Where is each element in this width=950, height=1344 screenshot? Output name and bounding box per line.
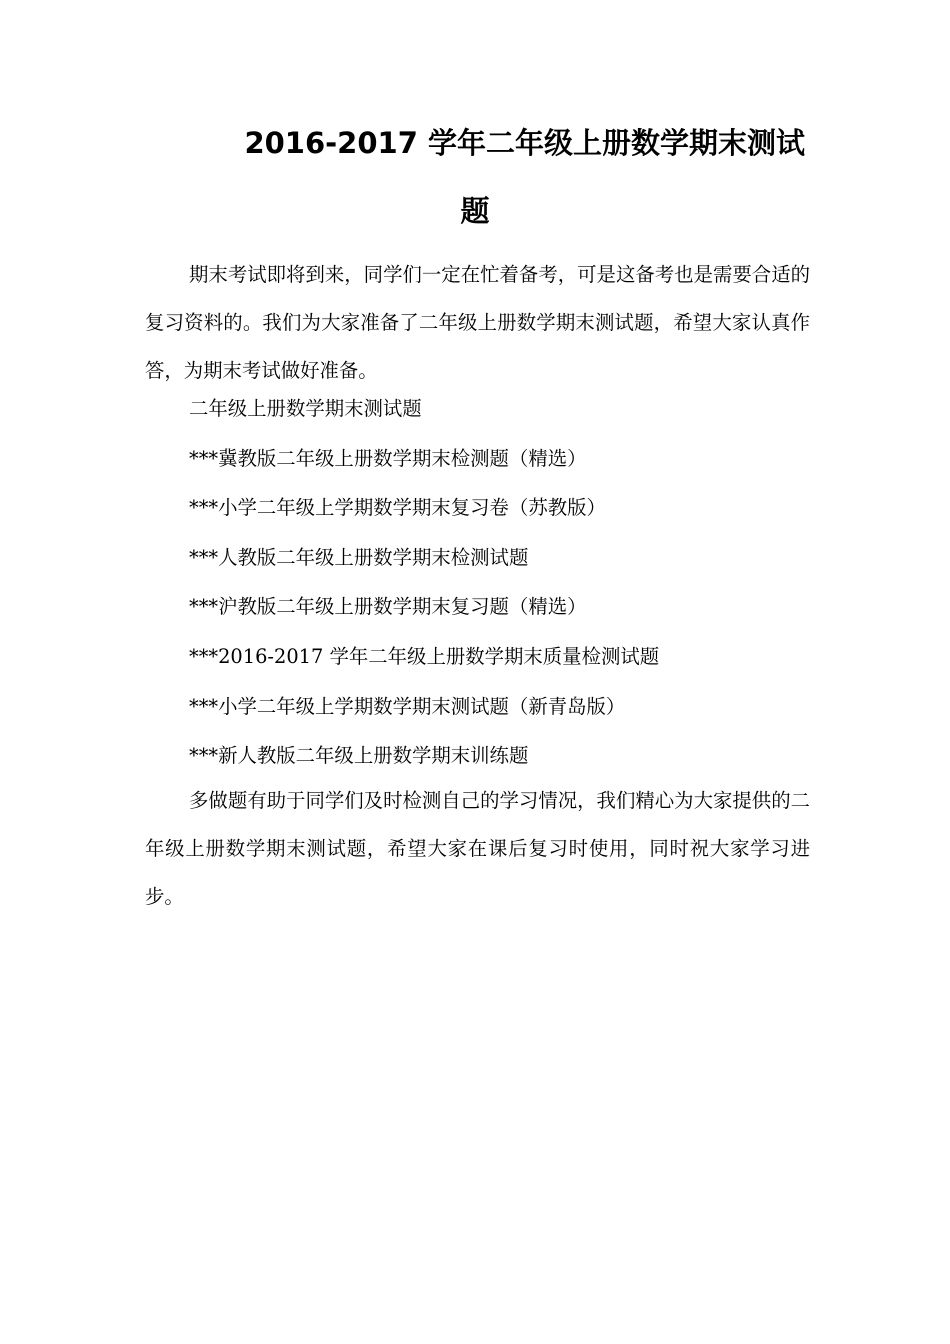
- list-item: 二年级上册数学期末测试题: [189, 397, 422, 420]
- document-title-line-2: 题: [460, 194, 490, 228]
- list-item[interactable]: ***冀教版二年级上册数学期末检测题（精选）: [189, 446, 587, 470]
- list-item[interactable]: ***沪教版二年级上册数学期末复习题（精选）: [189, 595, 587, 619]
- list-item[interactable]: ***小学二年级上学期数学期末测试题（新青岛版）: [189, 694, 626, 718]
- document-title-line-1: 2016-2017 学年二年级上册数学期末测试: [244, 126, 805, 160]
- intro-paragraph: 期末考试即将到来，同学们一定在忙着备考，可是这备考也是需要合适的复习资料的。我们为大家准备了二年级上册数学期末测试题，希望大家认真作答，为期末考试做好准备。: [145, 263, 810, 382]
- list-item[interactable]: ***小学二年级上学期数学期末复习卷（苏教版）: [189, 496, 606, 520]
- list-item[interactable]: ***人教版二年级上册数学期末检测试题: [189, 545, 529, 569]
- list-item[interactable]: ***2016-2017 学年二年级上册数学期末质量检测试题: [189, 644, 660, 668]
- outro-paragraph: 多做题有助于同学们及时检测自己的学习情况，我们精心为大家提供的二年级上册数学期末测试题，希望大家在课后复习时使用，同时祝大家学习进步。: [145, 789, 810, 908]
- related-links-list: [189, 384, 819, 781]
- list-item[interactable]: ***新人教版二年级上册数学期末训练题: [189, 744, 529, 768]
